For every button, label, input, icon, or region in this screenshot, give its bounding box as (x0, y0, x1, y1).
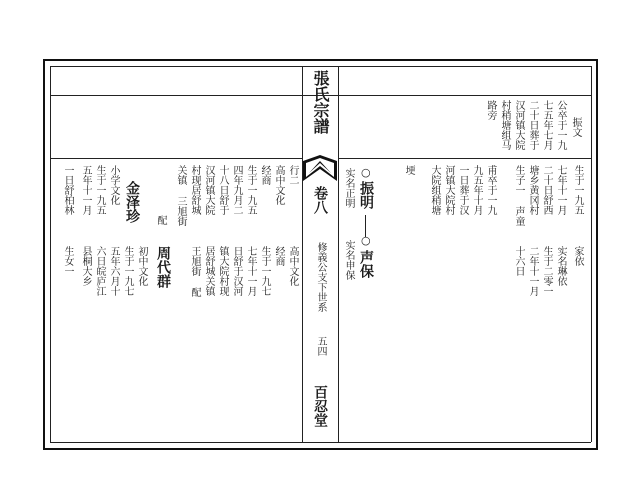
entry-1-line-8: 九五年十月 (471, 165, 482, 215)
top-name: 振文 (570, 117, 581, 137)
inner-right-line (591, 66, 592, 442)
left-e2-line-5: 日舒于汉河 (231, 246, 242, 296)
entry-1-line-2: 生于一九五 (572, 165, 583, 215)
entry-1-note-2: 生于二零一 (541, 246, 552, 296)
left-e2-line-4: 七年十一月 (245, 246, 256, 296)
alias-zhengming: 实名正明 (343, 168, 354, 208)
left-e3-line-6: 生女一 (62, 246, 73, 276)
entry-1-line-12: 埂 (403, 165, 414, 175)
entry-1-line-11: 大院组稍塘 (429, 165, 440, 215)
person-name-jin-zezhen: 金泽珍 (124, 181, 140, 223)
entry-1-note-4: 十六日 (513, 246, 524, 276)
entry-1-line-1: 家依 (572, 246, 583, 266)
middle-rule-left (50, 158, 302, 159)
lineage-marker-icon: ○ (361, 166, 371, 179)
left-e4-line-1: 小学文化 (108, 165, 119, 205)
left-e3-line-4: 六日皖庐江 (94, 246, 105, 296)
middle-rule-right (338, 158, 591, 159)
volume-label: 卷八 (312, 186, 328, 214)
lineage-name-shengbao: 声保 (358, 250, 374, 278)
left-e2-line-1: 高中文化 (287, 246, 298, 286)
left-e4-line-4: 一日舒柏林 (62, 165, 73, 215)
left-e3-line-2: 生于一九七 (122, 246, 133, 296)
left-e3-line-1: 初中文化 (136, 246, 147, 286)
left-e2-line-7: 居舒城关镇 (203, 246, 214, 296)
top-line-1: 公卒于一九 (555, 100, 566, 150)
inner-bottom-line (50, 442, 591, 443)
inner-top-line (50, 66, 591, 67)
entry-1-note-3: 二年十一月 (527, 246, 538, 296)
left-e1-line-9: 关镇 三旭街 (175, 165, 186, 226)
left-e2-line-8: 王旭街 配 (189, 246, 200, 297)
left-e1-line-1: 行二 (287, 165, 298, 185)
spine-right (338, 66, 339, 442)
lineage-name-zhenming: 振明 (358, 181, 374, 209)
section-label: 修義公支下世系 (315, 242, 326, 312)
left-e4-line-2: 生于一九五 (94, 165, 105, 215)
lineage-node-icon: ○ (361, 234, 371, 247)
left-e2-line-3: 生于一九七 (259, 246, 270, 296)
top-line-5: 村稍塘组马 (499, 100, 510, 150)
top-line-6: 路旁 (485, 100, 496, 120)
entry-1-line-5: 塘乡黄冈村 (527, 165, 538, 215)
book-title: 張氏宗譜 (311, 70, 330, 134)
entry-1-line-7: 甫卒于一九 (485, 165, 496, 215)
entry-1-line-6: 生子一 声童 (513, 165, 524, 226)
left-e1-line-4: 生于一九五 (245, 165, 256, 215)
left-e1-line-6: 十八日舒于 (217, 165, 228, 215)
left-e4-line-3: 五年十一月 (80, 165, 91, 215)
top-line-2: 七五年七月 (541, 100, 552, 150)
left-e3-line-3: 五年六月十 (108, 246, 119, 296)
left-e4-line-5: 配 (155, 215, 166, 225)
left-e2-line-2: 经商 (273, 246, 284, 266)
top-line-4: 汉河镇大院 (513, 100, 524, 150)
left-e1-line-8: 村现居舒城 (189, 165, 200, 215)
fishtail-mark-icon (303, 155, 337, 181)
left-e1-line-2: 高中文化 (273, 165, 284, 205)
spine-left (302, 66, 303, 442)
page-number: 五四 (315, 336, 326, 356)
entry-1-line-3: 七年十一月 (555, 165, 566, 215)
top-line-3: 二十日葬于 (527, 100, 538, 150)
entry-1-line-9: 一日葬于汉 (457, 165, 468, 215)
left-e2-line-6: 镇大院村现 (217, 246, 228, 296)
left-e1-line-7: 汉河镇大院 (203, 165, 214, 215)
left-e3-line-5: 县桐大乡 (80, 246, 91, 286)
left-e1-line-3: 经商 (259, 165, 270, 185)
person-name-zhou-daiqun: 周代群 (155, 246, 171, 288)
entry-1-line-10: 河镇大院村 (443, 165, 454, 215)
left-e1-line-5: 四年九月二 (231, 165, 242, 215)
alias-shenbao: 实名申保 (343, 240, 354, 280)
inner-left-line (50, 66, 51, 442)
entry-1-note-1: 实名琳依 (555, 246, 566, 286)
hall-name: 百忍堂 (312, 385, 328, 427)
entry-1-line-4: 二十日舒西 (541, 165, 552, 215)
